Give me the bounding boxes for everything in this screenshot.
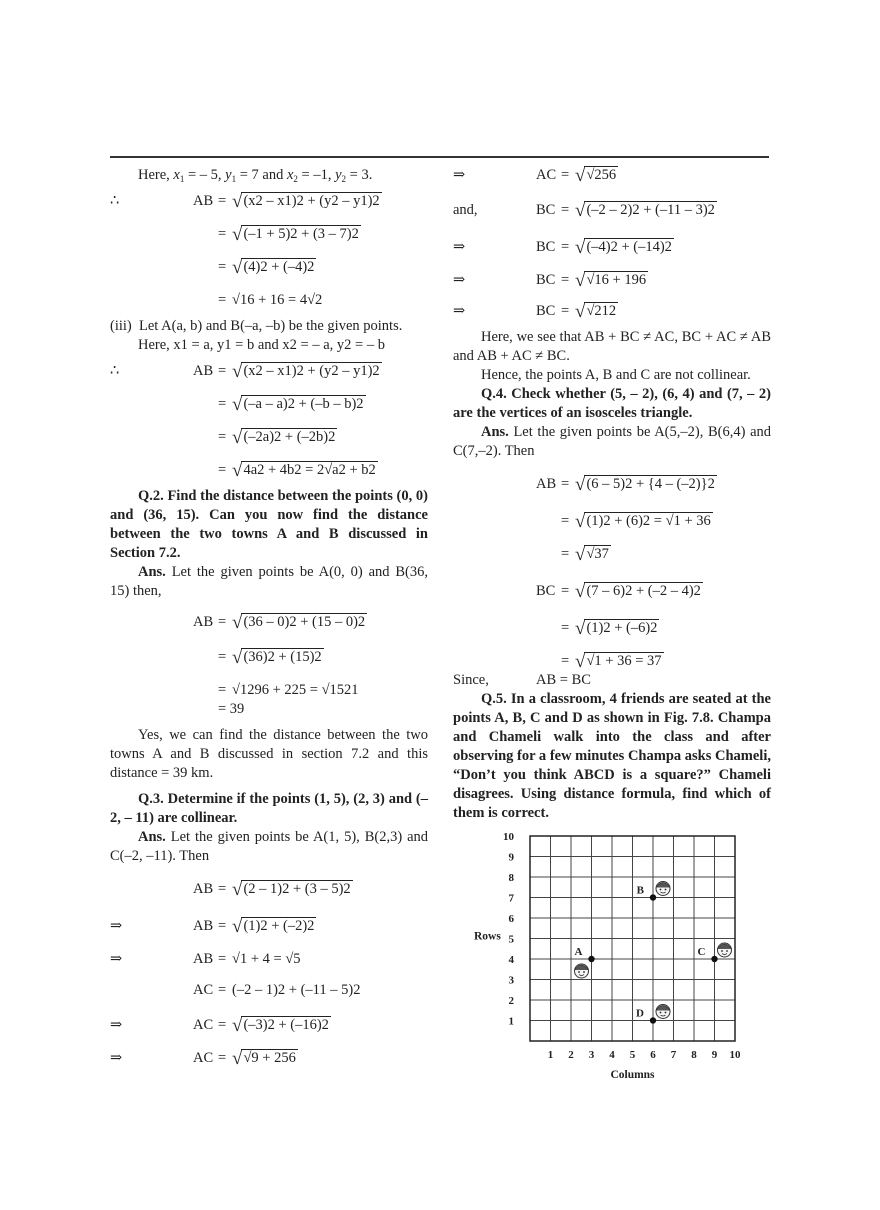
eq-step-2: = √(4)2 + (–4)2 [218,257,315,278]
x-tick-label: 1 [547,1049,554,1061]
eq-g3: = √(–2a)2 + (–2b)2 [218,427,336,448]
y-tick-label: 1 [508,1015,514,1028]
x-tick-label: 2 [568,1049,574,1061]
eq-k6: ⇒ AC = √√9 + 256 [110,1048,296,1069]
eq-m2: and, BC = √(–2 – 2)2 + (–11 – 3)2 [453,200,715,221]
question-3: Q.3. Determine if the points (1, 5), (2, 3) and (– 2, – 11) are collinear. [110,791,428,826]
student-eye-icon [665,889,667,891]
eq-step-3: = √16 + 16 = 4√2 [218,292,323,308]
question-4: Q.4. Check whether (5, – 2), (6, 4) and (7, – 2) are the vertices of an isosceles triangle. [453,386,771,421]
x-tick-label: 7 [670,1049,677,1061]
x-tick-label: 6 [650,1049,656,1061]
answer-2: Ans. Let the given points be A(0, 0) and B(36, 15) then, [110,564,429,599]
x-tick-label: 4 [609,1049,615,1061]
seat-label-a: A [574,946,583,958]
part-iii: (iii) Let A(a, b) and B(–a, –b) be the given points. [110,318,403,334]
seat-label-c: C [697,946,706,958]
seat-point-b [650,894,656,900]
eq-n6: = √√1 + 36 = 37 [561,651,662,672]
student-eye-icon [665,1012,667,1014]
classroom-grid-figure [470,832,740,1080]
student-eye-icon [660,1012,662,1014]
eq-m1: ⇒ AC = √√256 [453,165,617,186]
left-column [110,166,428,1068]
eq-k3: ⇒ AB = √1 + 4 = √5 [110,951,301,967]
question-2: Q.2. Find the distance between the points (0, 0) and (36, 15). Can you now find the distance between the two towns A and B discussed in Section 7.2. [110,488,428,561]
question-5: Q.5. In a classroom, 4 friends are seated at the points A, B, C and D as shown in Fig. 7.8. Champa and Chameli walk into the class and after observing for a few minutes Champa asks Chameli, “Don’t you think ABCD is a square?” Chameli disagrees. Using distance formula, find which of them is correct. [453,691,771,821]
y-tick-label: 8 [508,872,514,884]
x-tick-label: 5 [629,1049,636,1061]
inequality-note: Here, we see that AB + BC ≠ AC, BC + AC ≠ AB and AB + AC ≠ BC. [453,329,771,364]
eq-n3: = √√37 [561,544,609,565]
eq-k4: AC = (–2 – 1)2 + (–11 – 5)2 [193,982,361,998]
answer-4: Ans. Let the given points be A(5,–2), B(6,4) and C(7,–2). Then [453,424,772,459]
seat-label-d: D [636,1007,644,1020]
grid-svg [470,832,740,1080]
columns-axis-label: Columns [610,1069,655,1080]
student-eye-icon [583,971,585,973]
eq-h3: = √1296 + 225 = √1521 [218,682,359,698]
x-tick-label: 8 [691,1049,697,1061]
eq-h4: = 39 [218,701,245,717]
seat-point-c [711,956,717,962]
x-tick-label: 9 [711,1049,718,1061]
answer-3: Ans. Let the given points be A(1, 5), B(2,3) and C(–2, –11). Then [110,829,429,864]
part-iii-values: Here, x1 = a, y1 = b and x2 = – a, y2 = – b [138,337,385,353]
eq-g2: = √(–a – a)2 + (–b – b)2 [218,394,364,415]
eq-m4: ⇒ BC = √√16 + 196 [453,270,647,291]
header-rule [110,156,769,158]
student-eye-icon [721,950,723,952]
right-column [453,166,771,823]
eq-m3: ⇒ BC = √(–4)2 + (–14)2 [453,237,672,258]
seat-label-b: B [636,884,644,897]
y-tick-label: 10 [503,832,514,843]
eq-m5: ⇒ BC = √√212 [453,301,617,322]
y-tick-label: 7 [508,892,514,905]
eq-h1: AB = √(36 – 0)2 + (15 – 0)2 [193,612,366,633]
y-tick-label: 2 [508,995,514,1007]
student-eye-icon [660,889,662,891]
seat-point-d [650,1017,656,1023]
student-eye-icon [726,950,728,952]
y-tick-label: 5 [508,933,514,946]
y-tick-label: 6 [508,913,514,925]
eq-h2: = √(36)2 + (15)2 [218,647,322,668]
eq-n5: = √(1)2 + (–6)2 [561,618,658,639]
eq-ab-general: ∴ AB = √(x2 – x1)2 + (y2 – y1)2 [110,191,380,212]
eq-ab-general-2: ∴ AB = √(x2 – x1)2 + (y2 – y1)2 [110,361,380,382]
y-tick-label: 3 [508,974,514,987]
rows-axis-label: Rows [474,930,501,943]
student-eye-icon [578,971,580,973]
y-tick-label: 4 [508,954,514,966]
seat-point-a [588,956,594,962]
eq-k2: ⇒ AB = √(1)2 + (–2)2 [110,916,315,937]
since-line: Since, AB = BC [453,672,591,688]
eq-k5: ⇒ AC = √(–3)2 + (–16)2 [110,1015,329,1036]
x-tick-label: 10 [729,1049,740,1061]
eq-step-1: = √(–1 + 5)2 + (3 – 7)2 [218,224,359,245]
not-collinear-note: Hence, the points A, B and C are not collinear. [481,367,751,383]
eq-n4: BC = √(7 – 6)2 + (–2 – 4)2 [536,581,701,602]
x-tick-label: 3 [588,1049,595,1061]
eq-n1: AB = √(6 – 5)2 + {4 – (–2)}2 [536,474,715,495]
conclusion-2: Yes, we can find the distance between the two towns A and B discussed in section 7.2 and this distance = 39 km. [110,727,428,781]
eq-k1: AB = √(2 – 1)2 + (3 – 5)2 [193,879,351,900]
eq-g4: = √4a2 + 4b2 = 2√a2 + b2 [218,460,376,481]
given-values-line: Here, $x_1$ = – 5, $y_1 = 7$ and $x_2 = -1$, $y_2 = 3$. [138,167,373,184]
eq-n2: = √(1)2 + (6)2 = √1 + 36 [561,511,711,532]
y-tick-label: 9 [508,851,514,864]
